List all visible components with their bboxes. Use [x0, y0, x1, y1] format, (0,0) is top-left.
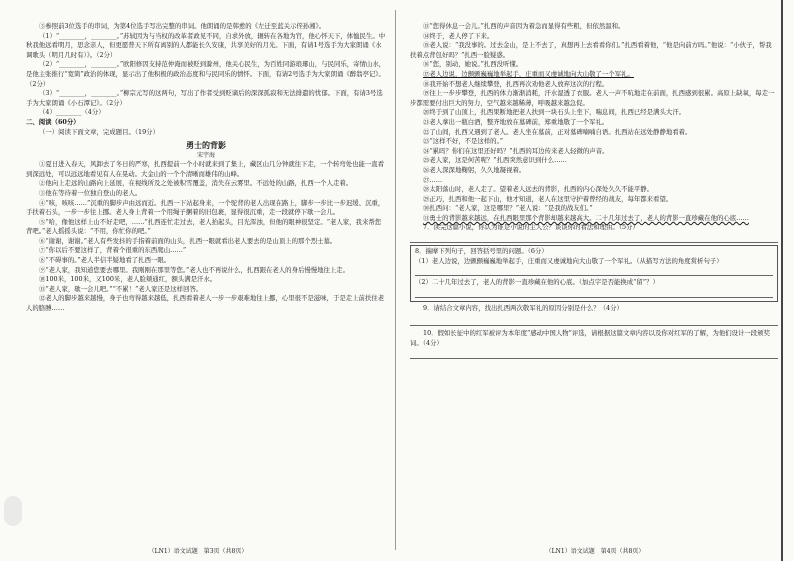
question-8-2: （2）二十几年过去了，老人的背影一直珍藏在他的心底。（加点字是否能换成“留”？）: [415, 278, 659, 287]
paragraph: ㉘太阳落山时，老人走了。望着老人远去的背影，扎西的内心深处久久不能平静。: [423, 185, 654, 194]
answer-line[interactable]: [415, 288, 773, 298]
answer-line[interactable]: [410, 349, 778, 359]
paragraph: ㉕老人家，这是何苦呢？”扎西突然意识到什么……: [423, 156, 567, 165]
q3-blank-1: （1）“________，________。”苏轼因为与当权的改革者政见不同，自求外放，辗转在各地为官，他心怀天下，体恤民生。中秋我他远看明月，思念亲人，但更愿普天下所有离别的人都能长久安康，共享美好的月光。下面，有请1号选手为大家朗诵《水调歌头（明月几时有）》。（2分）: [26, 31, 386, 59]
paragraph: ㉓“这样不好，不是这样的。”: [423, 137, 504, 146]
page-4: [396, 0, 794, 561]
q3-blank-4: （4）________（4分）: [39, 108, 105, 117]
answer-line[interactable]: [415, 266, 773, 276]
answer-line[interactable]: [410, 314, 778, 326]
paragraph: ①夏日进入春天，风卸去了冬日的严寒，扎西提前一个小时就来到了集上，藏区山几分钟就往下走，一个转弯处也能一直看到深远处，可以远远地看见有人在晃动。大金山的一个个清晰而雄伟的山峰。: [26, 160, 385, 178]
paragraph: ⑱我开始不想老人继续攀登，扎西再次劝他老人放弃这次的行程。: [423, 79, 609, 88]
page-footer-3: （LN1）语文试题 第3页（共8页）: [148, 548, 248, 555]
paragraph: ⑲往上一步步攀登，扎西的体力渐渐消耗，汗水湿透了衣服。老人一声不吭地走在前面，扎西感到很累。高原上缺氧，每走一步都需要付出巨大的努力，空气越来越稀薄，呼吸越来越急促。: [410, 89, 775, 107]
question-8-box: [410, 245, 778, 302]
q3-blank-2: （2）“________，________。”欧阳修因支持范仲淹而被贬到滁州，他关心民生，为百姓同游琅琊山，与民同乐，寄情山水，是他主张推行“宽简”政治的体现，显示出了他积极的政治态度和与民同乐的情怀。下面，有请2号选手为大家朗诵《醉翁亭记》。（2分）: [26, 60, 386, 88]
paragraph: ⑤“哈，像他这样上山不好走吧，……”扎西连忙走过去，老人抬起头，目光浑浊，但他的眼神很坚定。“老人家，我来帮您背吧。”老人摇摇头说：“不用，你忙你的吧。”: [26, 217, 382, 236]
paragraph: ⑧“不碍事的。”老人半信半疑地看了扎西一眼。: [39, 256, 171, 265]
q3-blank-3: （3）“________，________。”柳宗元写的这两句，写出了作者受到贬谪后的深深孤寂和无法排遣的忧郁。下面，有请3号选手为大家朗诵《小石潭记》。（2分）: [26, 89, 383, 107]
page-footer-4: （LN1）语文试题 第4页（共8页）: [545, 548, 645, 555]
paragraph: ⑬“您得休息一会儿。”扎西的声音因为着急而显得有些粗，但依然温和。: [423, 22, 625, 30]
paragraph: ⑦“你以后不要这样了，背着个很重的东西爬山……”: [39, 246, 187, 255]
question-8: 8．揣摩下列句子，回答括号里的问题。（6分）: [415, 247, 548, 256]
paragraph: ⑳终于到了山顶上，扎西果断地把老人扶到一块石头上坐下，喘息间，扎西已经是满头大汗。: [423, 108, 686, 117]
question-10: 10．假如长征中的红军被评为本年度“感动中国人物”评选，请根据这篇文章内容以及你对红军的了解，为他们设计一段颁奖词。（4分）: [410, 329, 770, 348]
q3-intro: ③参照前3位选手的串词，为第4位选手写出完整的串词。他朗诵的是韩愈的《左迁至蓝关示侄孙湘》。: [39, 22, 326, 30]
article-title: 勇士的背影: [186, 140, 226, 151]
paragraph: ⑩100米，100米，又100米，老人脸颊通红，额头满是汗水。: [39, 275, 217, 284]
paragraph: ⑨“老人家，我知道您要去哪里。我刚刚在那里等您。”老人也不再说什么，扎西跟在老人的身后慢慢地往上走。: [39, 265, 350, 274]
paragraph: ㉒了山间，扎西又遇到了老人。老人坐在墓前，正对墓碑喃喃自语。扎西站在远处静静地看着。: [423, 127, 692, 136]
paragraph: ⑥“谢谢，谢谢。”老人有些发抖的手指着前面的山头，扎西一眼就看出老人要去的是山顶上的那个烈士墓。: [39, 236, 337, 245]
question-8-1: （1）老人边说，边颤颤巍巍地举起手，庄重而又虔诚地向大山敬了一个军礼。（从描写方法的角度赏析句子）: [415, 256, 723, 265]
question-9: 9．请结合文章内容，找出扎西两次敬军礼的原因分别是什么？（4分）: [423, 303, 623, 312]
page-3: [0, 0, 396, 561]
underlined-sentence: ⑰老人边说，边颤颤巍巍地举起手，庄重而又虔诚地向大山敬了一个军礼。: [423, 69, 634, 78]
paragraph: ⑯“您，别动，她说。”扎西没听懂。: [423, 60, 523, 69]
paragraph: ③他在等待着一位独自登山的老人。: [39, 188, 142, 197]
paragraph: ②他向上走远的山路向上延展，在视线所及之处被积雪覆盖，消失在云雾里。不远处的山路，扎西一个人走着。: [39, 179, 353, 188]
paragraph: ⑮老人说：“我没事的。过去金山，是上不去了，真想再上去看看你们。”扎西看着他，“他是向前方吗。”他说：“小伙子，帮我扶着点背包好吗？”扎西一脸疑惑。: [410, 41, 772, 59]
underlined-ending: ㉛勇士的背影越来越远，在扎西眼里那个背影却越来越高大。二十几年过去了，老人的背影一直珍藏在他的心底……: [423, 213, 749, 222]
paragraph: ⑪“老人家，歇一会儿吧。”“不累！”老人家还是这样回答。: [39, 284, 203, 293]
paragraph: ⑭终于，老人停了下来。: [423, 31, 494, 40]
answer-line[interactable]: [410, 233, 778, 243]
article-author: 宋宇海: [196, 152, 215, 160]
paragraph: ㉔“累吗？你们在这里还好吗？”扎西的耳边传来老人轻微的声音。: [423, 146, 609, 155]
paragraph: ④“咳，咳咳……”沉重的脚步声由远而近。扎西一下站起身来，一个驼背的老人出现在路上，脚步一步比一步迟缓、沉重，手扶着石头，一步一步往上挪。老人身上背着一个用绳子捆着的旧包裹，显得很沉重，走一段就停下歇一会儿。: [26, 198, 385, 217]
paragraph: ⑫老人的脚步越来越慢，身子也弯得越来越低，扎西看着老人一步一步艰难地往上挪，心里很不是滋味，于是走上前扶住老人的胳膊……: [26, 294, 385, 313]
paragraph: ㉗……: [423, 175, 443, 184]
paragraph: ㉙正巧，扎西和他一起下山，他才知道，老人在这里守护着曾经的战友，每年都来看望。: [423, 194, 673, 203]
paragraph: ㉑老人拿出一瓶白酒，整齐地放在墓碑前，郑重地敬了一个军礼。: [423, 117, 609, 126]
reading-1-intro: （一）阅读下面文章，完成题目。（19分）: [39, 127, 159, 136]
paragraph: ㉚扎西问：“老人家，这是哪里？”老人说：“是我的战友们。”: [423, 204, 593, 213]
paragraph: ㉖老人深深地鞠躬，久久地凝视着。: [423, 165, 526, 174]
section-reading: 二、阅读（60分）: [26, 117, 80, 126]
question-7: 7．读完这篇小说，你认为谁是小说的主人公？谈谈你的看法和理由。（5分）: [423, 223, 639, 232]
